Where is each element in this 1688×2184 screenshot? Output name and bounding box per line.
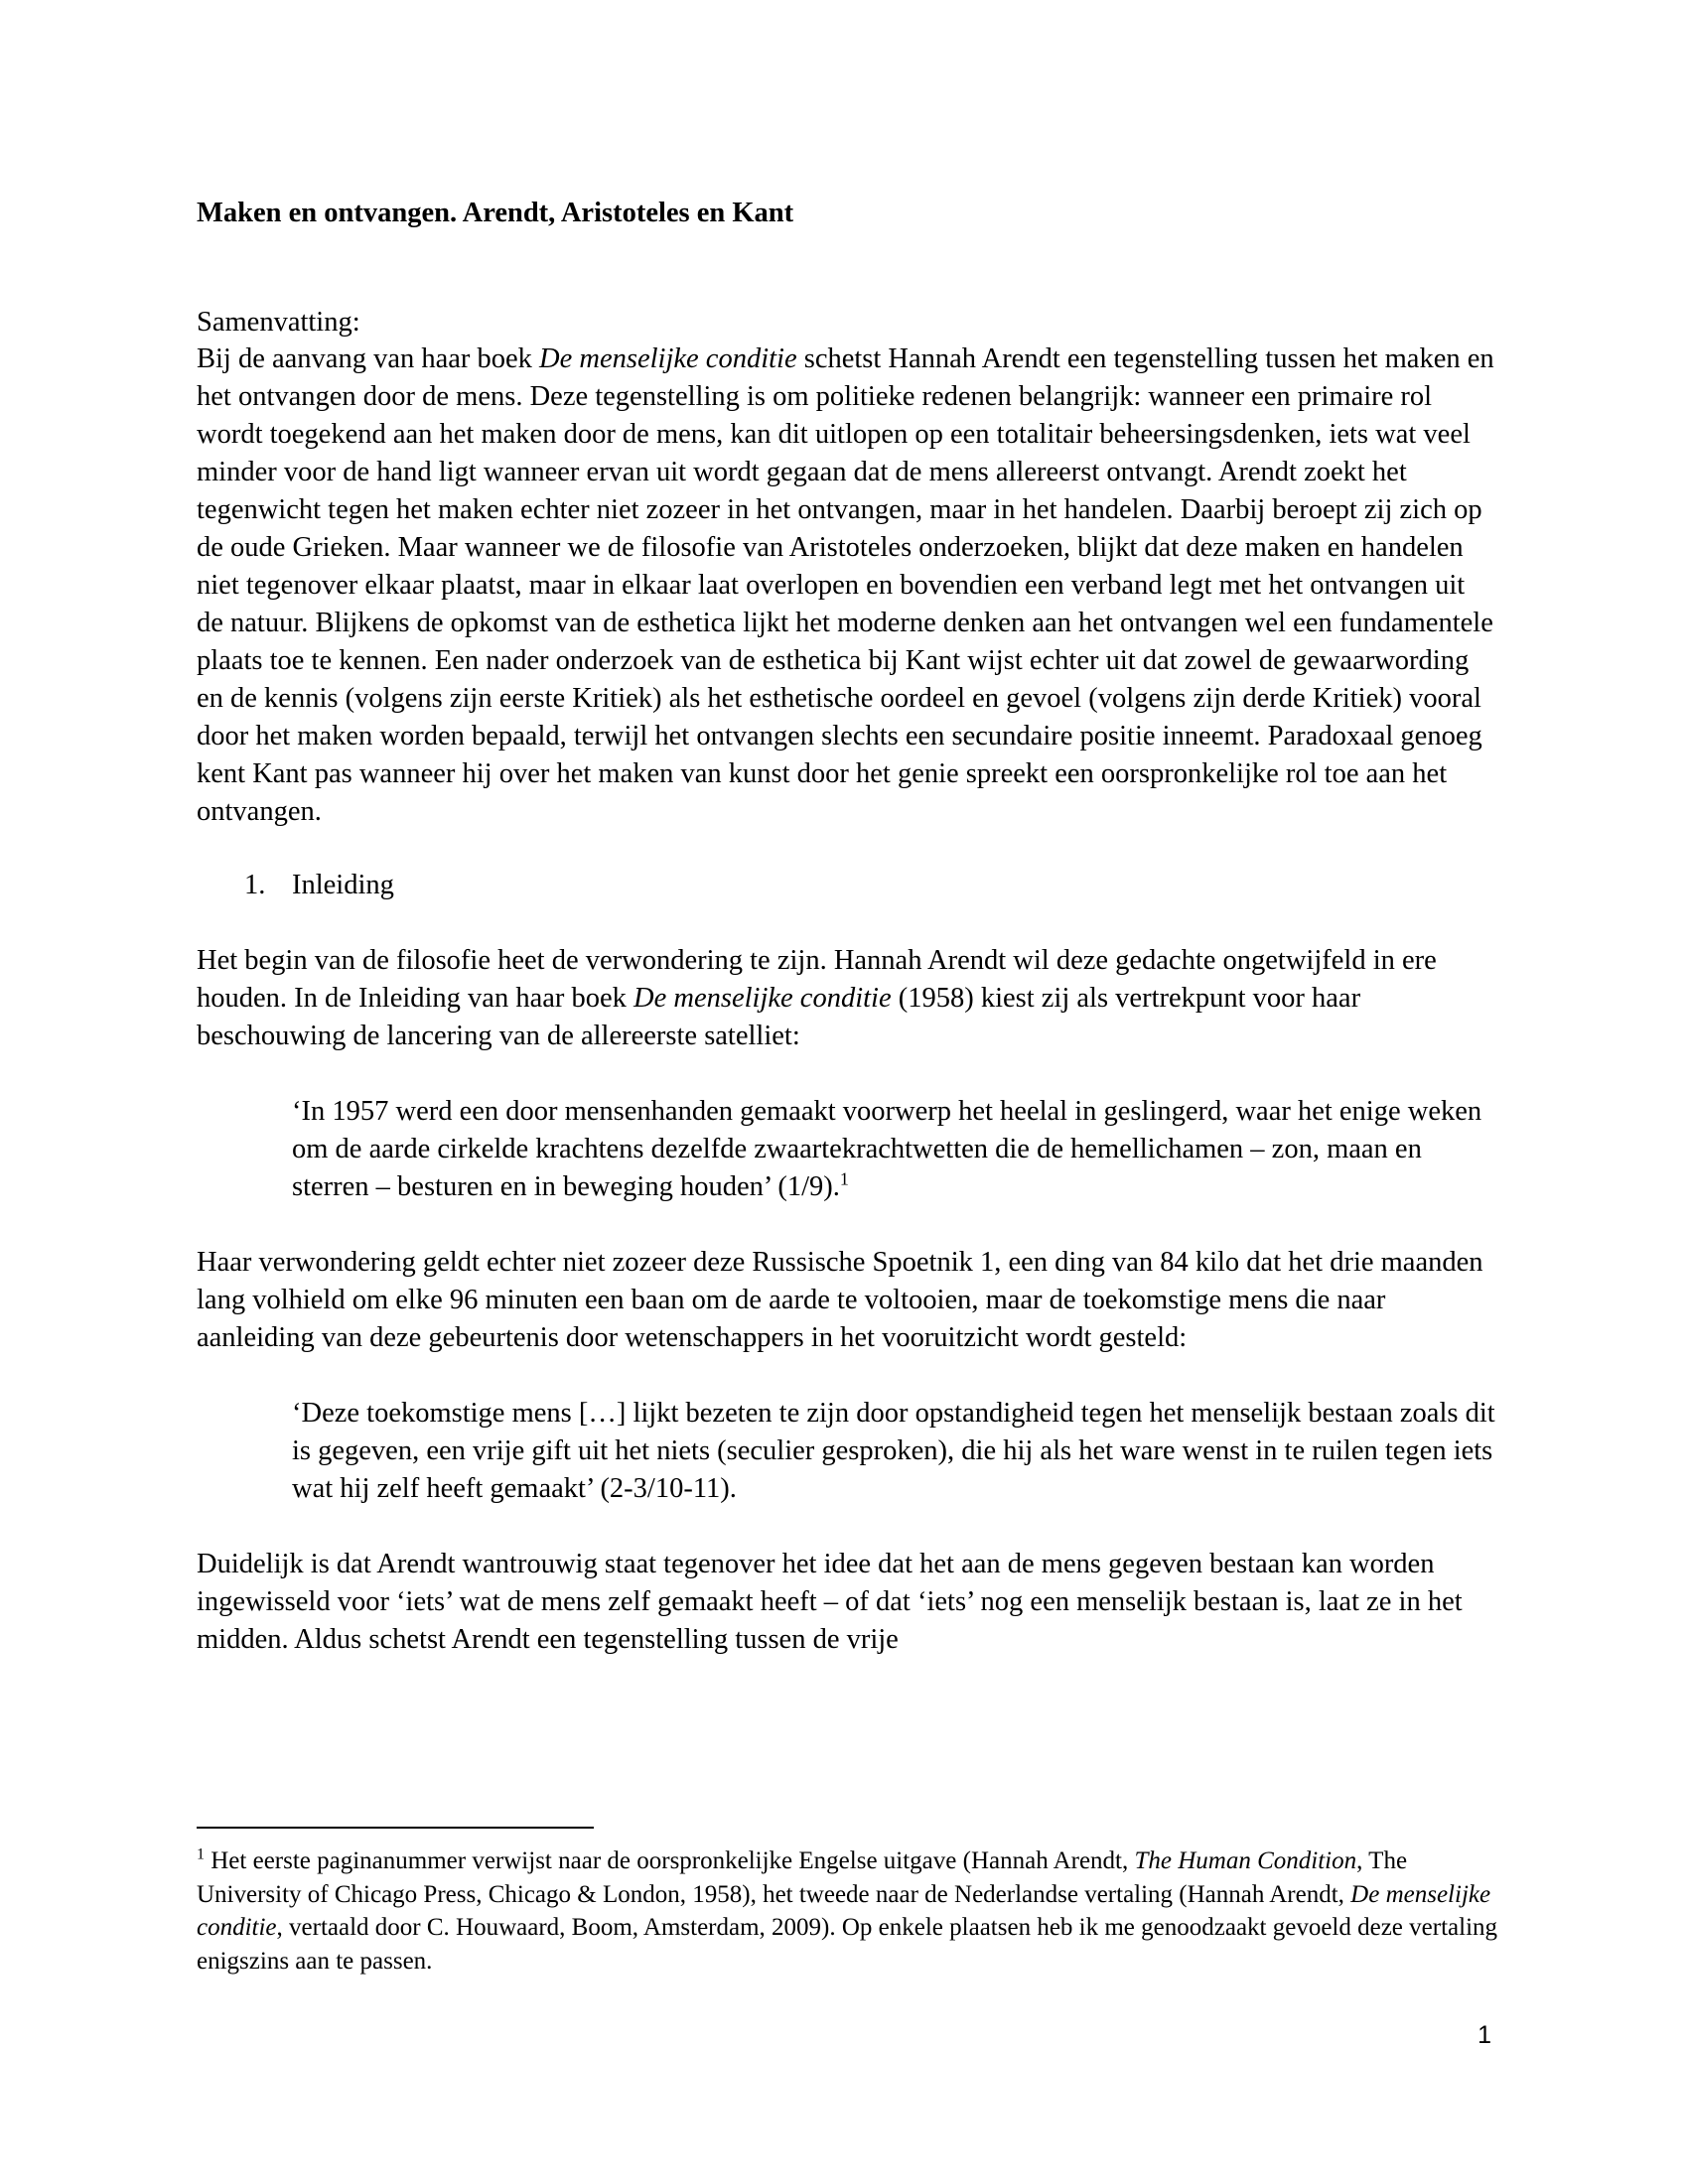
body-paragraph-3: Duidelijk is dat Arendt wantrouwig staat tegenover het idee dat het aan de mens gegeven bestaan kan worden ingewisseld voor ‘iets’ wat de mens zelf gemaakt heeft – of dat ‘iets’ nog een menselijk bestaan is, laat ze in het midden. Aldus schetst Arendt een tegenstelling tussen de vrije bbox=[197, 1549, 1463, 1656]
footnote-number: 1 bbox=[197, 1845, 205, 1863]
footnote-separator bbox=[197, 1827, 594, 1829]
footnote-reference[interactable]: 1 bbox=[839, 1168, 849, 1189]
block-quote-2: ‘Deze toekomstige mens […] lijkt bezeten te zijn door opstandigheid tegen het menselijk bestaan zoals dit is gegeven, een vrije gift uit het niets (seculier gesproken), die hij als het ware wenst in te ruilen tegen iets wat hij zelf heeft gemaakt’ (2-3/10-11). bbox=[292, 1398, 1495, 1505]
body-paragraph-1 bbox=[197, 942, 1497, 1055]
section-title: Inleiding bbox=[292, 870, 394, 901]
footnote-title-nl: De menselijke conditie bbox=[197, 1880, 1491, 1941]
quote-1-text: ‘In 1957 werd een door mensenhanden gemaakt voorwerp het heelal in geslingerd, waar het enige weken om de aarde cirkelde krachtens dezelfde zwaartekrachtwetten die de hemellichamen – zon, maan en sterren – besturen en in beweging houden’ (1/9). bbox=[292, 1096, 1482, 1203]
abstract-label: Samenvatting: bbox=[197, 307, 360, 339]
paragraph-1-text-1: Het begin van de filosofie heet de verwondering te zijn. Hannah Arendt wil deze gedachte ongetwijfeld in ere houden. In de Inleiding van haar boek bbox=[197, 945, 1437, 1015]
footnote-text-1: Het eerste paginanummer verwijst naar de oorspronkelijke Engelse uitgave (Hannah Arendt, bbox=[205, 1847, 1135, 1874]
body-paragraph-2: Haar verwondering geldt echter niet zozeer deze Russische Spoetnik 1, een ding van 84 kilo dat het drie maanden lang volhield om elke 96 minuten een baan om de aarde te voltooien, maar de toekomstige mens die naar aanleiding van deze gebeurtenis door wetenschappers in het vooruitzicht wordt gesteld: bbox=[197, 1247, 1483, 1354]
abstract-paragraph bbox=[197, 341, 1497, 831]
paper-title: Maken en ontvangen. Arendt, Aristoteles en Kant bbox=[197, 198, 794, 228]
footnote-title-en: The Human Condition bbox=[1134, 1847, 1357, 1874]
section-number: 1. bbox=[244, 870, 266, 901]
paragraph-1-text-2: (1958) kiest zij als vertrekpunt voor haar beschouwing de lancering van de allereerste satelliet: bbox=[197, 983, 1361, 1052]
abstract-text-2: schetst Hannah Arendt een tegenstelling tussen het maken en het ontvangen door de mens. Deze tegenstelling is om politieke redenen belangrijk: wanneer een primaire rol wordt toegekend aan het maken door de mens, kan dit uitlopen op een totalitair beheersingsdenken, iets wat veel minder voor de hand ligt wanneer ervan uit wordt gegaan dat de mens allereerst ontvangt. Arendt zoekt het tegenwicht tegen het maken echter niet zozeer in het ontvangen, maar in het handelen. Daarbij beroept zij zich op de oude Grieken. Maar wanneer we de filosofie van Aristoteles onderzoeken, blijkt dat deze maken en handelen niet tegenover elkaar plaatst, maar in elkaar laat overlopen en bovendien een verband legt met het ontvangen uit de natuur. Blijkens de opkomst van de esthetica lijkt het moderne denken aan het ontvangen wel een fundamentele plaats toe te kennen. Een nader onderzoek van de esthetica bij Kant wijst echter uit dat zowel de gewaarwording en de kennis (volgens zijn eerste Kritiek) als het esthetische oordeel en gevoel (volgens zijn derde Kritiek) vooral door het maken worden bepaald, terwijl het ontvangen slechts een secundaire positie inneemt. Paradoxaal genoeg kent Kant pas wanneer hij over het maken van kunst door het genie spreekt een oorspronkelijke rol toe aan het ontvangen. bbox=[197, 343, 1494, 828]
footnote-1 bbox=[197, 1844, 1497, 1978]
abstract-book-title: De menselijke conditie bbox=[539, 343, 797, 375]
paragraph-1-book-title: De menselijke conditie bbox=[633, 983, 892, 1015]
section-heading-1 bbox=[244, 867, 1497, 904]
footnote-text-2: , The University of Chicago Press, Chicago & London, 1958), het tweede naar de Nederlandse vertaling (Hannah Arendt, bbox=[197, 1847, 1408, 1908]
page-body bbox=[197, 195, 1497, 1659]
block-quote-1 bbox=[292, 1093, 1497, 1206]
page-number: 1 bbox=[1477, 2021, 1491, 2049]
abstract-text-1: Bij de aanvang van haar boek bbox=[197, 343, 540, 375]
footnote-text-3: , vertaald door C. Houwaard, Boom, Amsterdam, 2009). Op enkele plaatsen heb ik me genoodzaakt gevoeld deze vertaling enigszins aan te passen. bbox=[197, 1914, 1498, 1975]
